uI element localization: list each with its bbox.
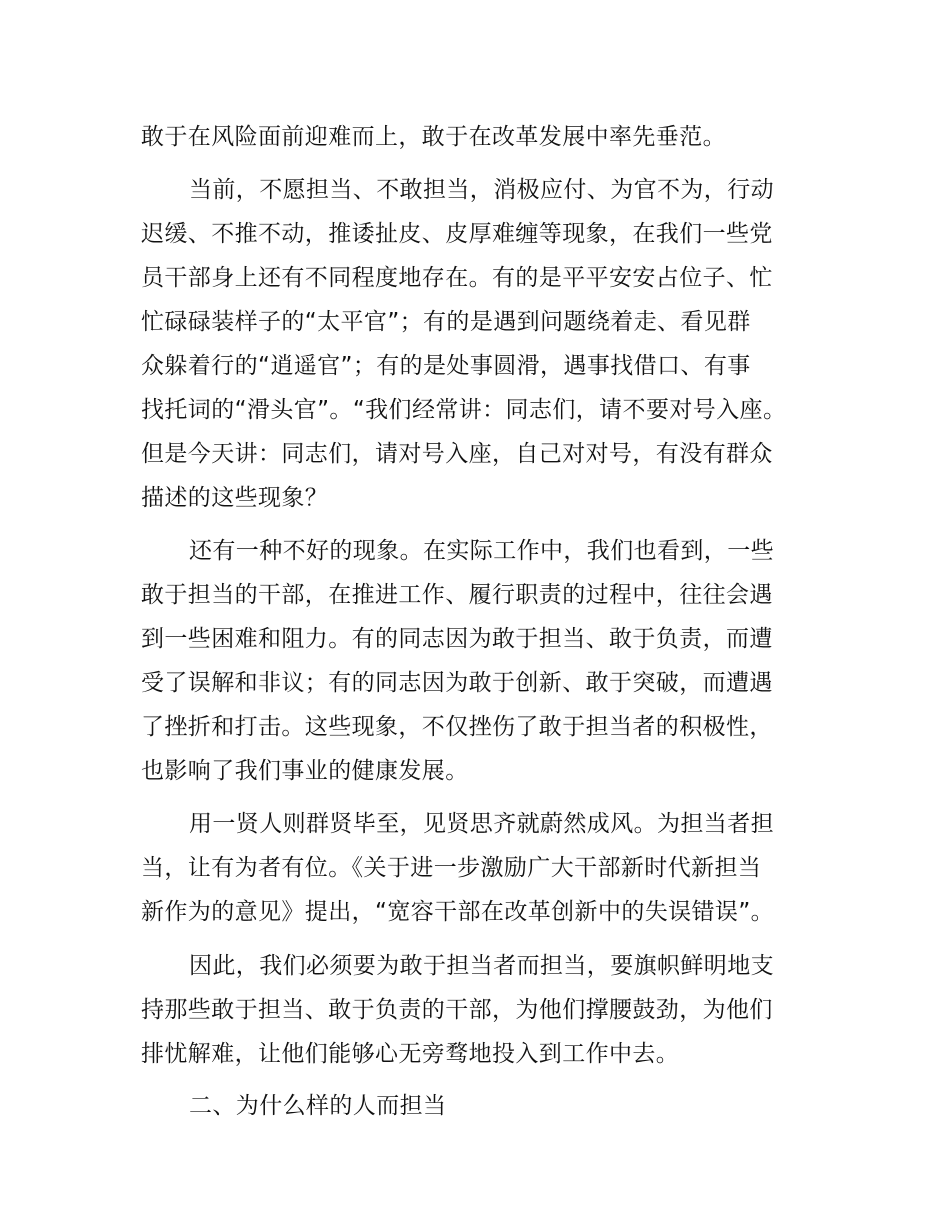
text-line: 敢于在风险面前迎难而上，敢于在改革发展中率先垂范。 (141, 124, 726, 150)
text-line: 众躲着行的“逍遥官”；有的是处事圆滑，遇事找借口、有事 (141, 353, 751, 379)
section-heading: 二、为什么样的人而担当 (189, 1093, 447, 1119)
paragraph-first-line: 还有一种不好的现象。在实际工作中，我们也看到，一些 (189, 538, 774, 564)
text-line: 当，让有为者有位。《关于进一步激励广大干部新时代新担当 (141, 855, 762, 881)
paragraph-first-line: 用一贤人则群贤毕至，见贤思齐就蔚然成风。为担当者担 (189, 811, 774, 837)
text-line: 敢于担当的干部，在推进工作、履行职责的过程中，往往会遇 (141, 582, 773, 608)
text-line: 到一些困难和阻力。有的同志因为敢于担当、敢于负责，而遭 (141, 626, 773, 652)
text-line: 忙碌碌装样子的“太平官”；有的是遇到问题绕着走、看见群 (141, 309, 751, 335)
text-line: 排忧解难，让他们能够心无旁骛地投入到工作中去。 (141, 1041, 680, 1067)
text-line: 也影响了我们事业的健康发展。 (141, 758, 469, 784)
paragraph-first-line: 因此，我们必须要为敢于担当者而担当，要旗帜鲜明地支 (189, 953, 774, 979)
text-line: 了挫折和打击。这些现象，不仅挫伤了敢于担当者的积极性， (141, 714, 773, 740)
paragraph-first-line: 当前，不愿担当、不敢担当，消极应付、为官不为，行动 (189, 177, 774, 203)
text-line: 员干部身上还有不同程度地存在。有的是平平安安占位子、忙 (141, 265, 773, 291)
text-line: 找托词的“滑头官”。“我们经常讲：同志们，请不要对号入座。 (141, 397, 787, 423)
text-line: 描述的这些现象？ (141, 485, 329, 511)
text-line: 持那些敢于担当、敢于负责的干部，为他们撑腰鼓劲，为他们 (141, 997, 773, 1023)
text-line: 但是今天讲：同志们，请对号入座，自己对对号，有没有群众 (141, 441, 773, 467)
text-line: 新作为的意见》提出，“宽容干部在改革创新中的失误错误”。 (141, 899, 775, 925)
text-line: 迟缓、不推不动，推诿扯皮、皮厚难缠等现象，在我们一些党 (141, 221, 773, 247)
text-line: 受了误解和非议；有的同志因为敢于创新、敢于突破，而遭遇 (141, 670, 773, 696)
